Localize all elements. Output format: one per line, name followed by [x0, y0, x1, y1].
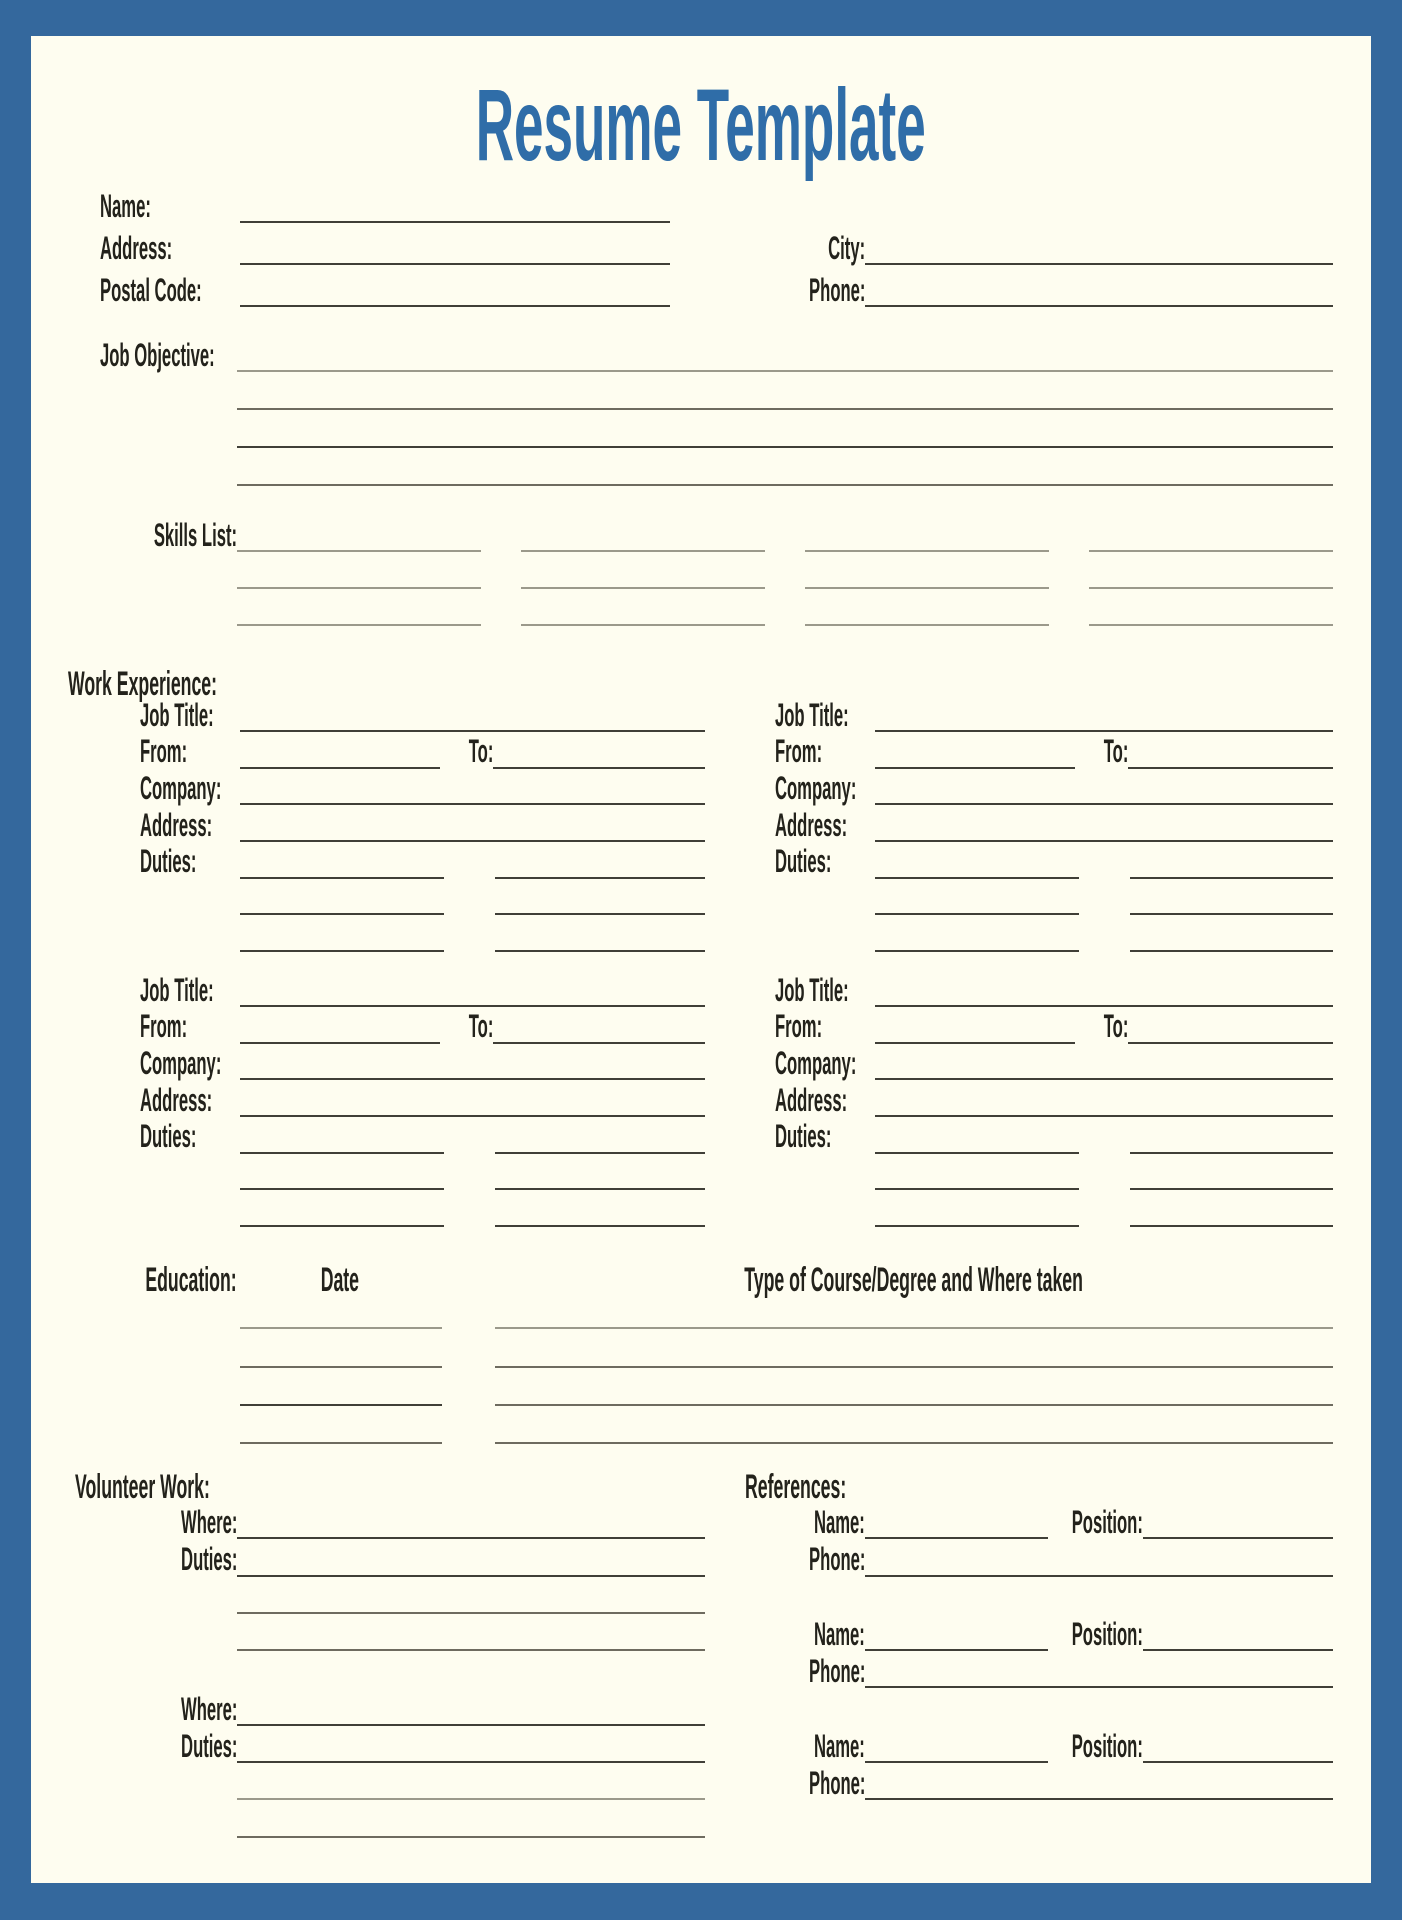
work-address-label: Address: — [775, 806, 848, 843]
reference-position-line[interactable] — [1143, 1649, 1333, 1651]
job-title-label: Job Title: — [140, 696, 214, 733]
skills-line[interactable] — [1089, 550, 1333, 552]
work-address-line[interactable] — [875, 840, 1333, 842]
skills-line[interactable] — [521, 624, 765, 626]
duties-line[interactable] — [495, 1152, 705, 1154]
reference-phone-label: Phone: — [808, 1541, 865, 1578]
duties-line[interactable] — [1130, 1152, 1333, 1154]
volunteer-where-label: Where: — [180, 1690, 237, 1727]
reference-name-label: Name: — [814, 1727, 865, 1764]
duties-label: Duties: — [140, 1118, 197, 1155]
work-address-label: Address: — [140, 806, 213, 843]
from-line[interactable] — [875, 767, 1075, 769]
skills-line[interactable] — [521, 587, 765, 589]
from-line[interactable] — [240, 767, 440, 769]
duties-label: Duties: — [775, 1118, 832, 1155]
work-address-line[interactable] — [240, 840, 705, 842]
name-line[interactable] — [240, 221, 670, 223]
name-row — [100, 181, 1333, 223]
to-line[interactable] — [493, 767, 705, 769]
reference-name-line[interactable] — [865, 1649, 1048, 1651]
education-course-line[interactable] — [495, 1404, 1333, 1406]
volunteer-duties-line[interactable] — [237, 1761, 705, 1763]
skills-line[interactable] — [805, 587, 1049, 589]
education-date-line[interactable] — [240, 1366, 442, 1368]
work-address-line[interactable] — [240, 1115, 705, 1117]
job-title-line[interactable] — [240, 730, 705, 732]
from-label: From: — [775, 1008, 823, 1045]
volunteer-duties-label: Duties: — [180, 1541, 237, 1578]
address-label: Address: — [100, 229, 173, 266]
references-section — [745, 1502, 1333, 1800]
company-line[interactable] — [240, 1078, 705, 1080]
postal-code-row — [100, 265, 1333, 307]
company-label: Company: — [140, 770, 222, 807]
education-date-line[interactable] — [240, 1404, 442, 1406]
reference-name-label: Name: — [814, 1615, 865, 1652]
from-line[interactable] — [240, 1042, 440, 1044]
to-line[interactable] — [1128, 767, 1333, 769]
duties-line[interactable] — [495, 1225, 705, 1227]
to-line[interactable] — [1128, 1042, 1333, 1044]
duties-line[interactable] — [1130, 913, 1333, 915]
volunteer-work-label: Volunteer Work: — [75, 1467, 210, 1506]
skills-section — [100, 515, 1333, 626]
duties-line[interactable] — [1130, 1225, 1333, 1227]
city-label: City: — [828, 229, 865, 266]
education-course-header: Type of Course/Degree and Where taken — [744, 1260, 1084, 1299]
work-address-line[interactable] — [875, 1115, 1333, 1117]
skills-line[interactable] — [805, 550, 1049, 552]
duties-line[interactable] — [495, 950, 705, 952]
education-label: Education: — [145, 1260, 237, 1299]
duties-line[interactable] — [240, 913, 444, 915]
reference-name-line[interactable] — [865, 1761, 1048, 1763]
duties-line[interactable] — [875, 950, 1079, 952]
job-title-label: Job Title: — [775, 696, 849, 733]
job-title-line[interactable] — [240, 1005, 705, 1007]
job-title-line[interactable] — [875, 730, 1333, 732]
volunteer-section — [100, 1502, 705, 1838]
company-label: Company: — [775, 770, 857, 807]
reference-position-label: Position: — [1071, 1504, 1143, 1541]
postal-code-label: Postal Code: — [100, 271, 202, 308]
postal-code-line[interactable] — [240, 305, 670, 307]
company-line[interactable] — [875, 1078, 1333, 1080]
company-label: Company: — [140, 1045, 222, 1082]
work-address-label: Address: — [775, 1081, 848, 1118]
volunteer-duties-line[interactable] — [237, 1798, 705, 1800]
skills-line[interactable] — [805, 624, 1049, 626]
to-label: To: — [468, 733, 493, 770]
phone-label: Phone: — [808, 271, 865, 308]
job-objective-label: Job Objective: — [100, 336, 215, 373]
duties-line[interactable] — [875, 1188, 1079, 1190]
company-line[interactable] — [875, 803, 1333, 805]
company-label: Company: — [775, 1045, 857, 1082]
education-date-header: Date — [320, 1260, 359, 1299]
from-label: From: — [140, 1008, 188, 1045]
work-experience-block-2 — [775, 695, 1333, 952]
reference-phone-label: Phone: — [808, 1765, 865, 1802]
duties-line[interactable] — [240, 1152, 444, 1154]
reference-name-label: Name: — [814, 1504, 865, 1541]
job-objective-row — [100, 334, 1333, 372]
references-label: References: — [745, 1467, 847, 1506]
duties-line[interactable] — [495, 877, 705, 879]
skills-line[interactable] — [521, 550, 765, 552]
duties-line[interactable] — [1130, 877, 1333, 879]
volunteer-duties-line[interactable] — [237, 1836, 705, 1838]
duties-line[interactable] — [1130, 950, 1333, 952]
volunteer-duties-line[interactable] — [237, 1649, 705, 1651]
volunteer-duties-label: Duties: — [180, 1727, 237, 1764]
phone-line[interactable] — [865, 305, 1333, 307]
from-label: From: — [140, 733, 188, 770]
name-label: Name: — [100, 187, 151, 224]
job-objective-line-4[interactable] — [237, 484, 1333, 486]
job-objective-line-3[interactable] — [237, 446, 1333, 448]
work-experience-block-1 — [140, 695, 705, 952]
education-course-line[interactable] — [495, 1366, 1333, 1368]
education-date-line[interactable] — [240, 1327, 442, 1329]
address-line[interactable] — [240, 263, 670, 265]
personal-info-section — [100, 181, 1333, 307]
work-experience-block-4 — [775, 970, 1333, 1227]
duties-label: Duties: — [140, 843, 197, 880]
volunteer-where-line[interactable] — [237, 1537, 705, 1539]
education-course-line[interactable] — [495, 1327, 1333, 1329]
duties-line[interactable] — [240, 877, 444, 879]
skills-line[interactable] — [237, 587, 481, 589]
skills-line[interactable] — [237, 624, 481, 626]
reference-position-label: Position: — [1071, 1727, 1143, 1764]
skills-line[interactable] — [1089, 624, 1333, 626]
duties-label: Duties: — [775, 843, 832, 880]
to-label: To: — [1103, 1008, 1128, 1045]
job-title-line[interactable] — [875, 1005, 1333, 1007]
duties-line[interactable] — [875, 1152, 1079, 1154]
work-experience-label: Work Experience: — [68, 664, 218, 703]
from-label: From: — [775, 733, 823, 770]
education-date-line[interactable] — [240, 1442, 442, 1444]
references-section-label-row — [745, 1467, 940, 1505]
work-address-label: Address: — [140, 1081, 213, 1118]
volunteer-section-label-row — [75, 1467, 334, 1505]
reference-position-line[interactable] — [1143, 1761, 1333, 1763]
volunteer-where-label: Where: — [180, 1504, 237, 1541]
skills-line[interactable] — [237, 550, 481, 552]
to-label: To: — [468, 1008, 493, 1045]
page-title-text: Resume Template — [475, 68, 927, 182]
reference-phone-label: Phone: — [808, 1653, 865, 1690]
volunteer-where-line[interactable] — [237, 1724, 705, 1726]
reference-phone-line[interactable] — [865, 1686, 1333, 1688]
duties-line[interactable] — [240, 1225, 444, 1227]
duties-line[interactable] — [495, 1188, 705, 1190]
education-rows — [100, 1291, 1333, 1444]
job-title-label: Job Title: — [140, 971, 214, 1008]
duties-line[interactable] — [240, 1188, 444, 1190]
to-label: To: — [1103, 733, 1128, 770]
duties-line[interactable] — [1130, 1188, 1333, 1190]
duties-line[interactable] — [875, 877, 1079, 879]
reference-phone-line[interactable] — [865, 1575, 1333, 1577]
education-course-line[interactable] — [495, 1442, 1333, 1444]
duties-line[interactable] — [495, 913, 705, 915]
company-line[interactable] — [240, 803, 705, 805]
volunteer-duties-line[interactable] — [237, 1612, 705, 1614]
job-objective-section — [100, 334, 1333, 486]
work-experience-block-3 — [140, 970, 705, 1227]
from-line[interactable] — [875, 1042, 1075, 1044]
duties-line[interactable] — [875, 1225, 1079, 1227]
job-objective-line-1[interactable] — [237, 370, 1333, 372]
job-objective-line-2[interactable] — [237, 408, 1333, 410]
to-line[interactable] — [493, 1042, 705, 1044]
volunteer-duties-line[interactable] — [237, 1575, 705, 1577]
skills-line[interactable] — [1089, 587, 1333, 589]
reference-position-line[interactable] — [1143, 1537, 1333, 1539]
page-title — [0, 68, 1402, 182]
skills-grid — [237, 515, 1333, 626]
duties-line[interactable] — [240, 950, 444, 952]
reference-name-line[interactable] — [865, 1537, 1048, 1539]
address-row — [100, 223, 1333, 265]
reference-phone-line[interactable] — [865, 1798, 1333, 1800]
job-title-label: Job Title: — [775, 971, 849, 1008]
duties-line[interactable] — [875, 913, 1079, 915]
city-line[interactable] — [865, 263, 1333, 265]
reference-position-label: Position: — [1071, 1615, 1143, 1652]
skills-list-label: Skills List: — [153, 517, 237, 554]
